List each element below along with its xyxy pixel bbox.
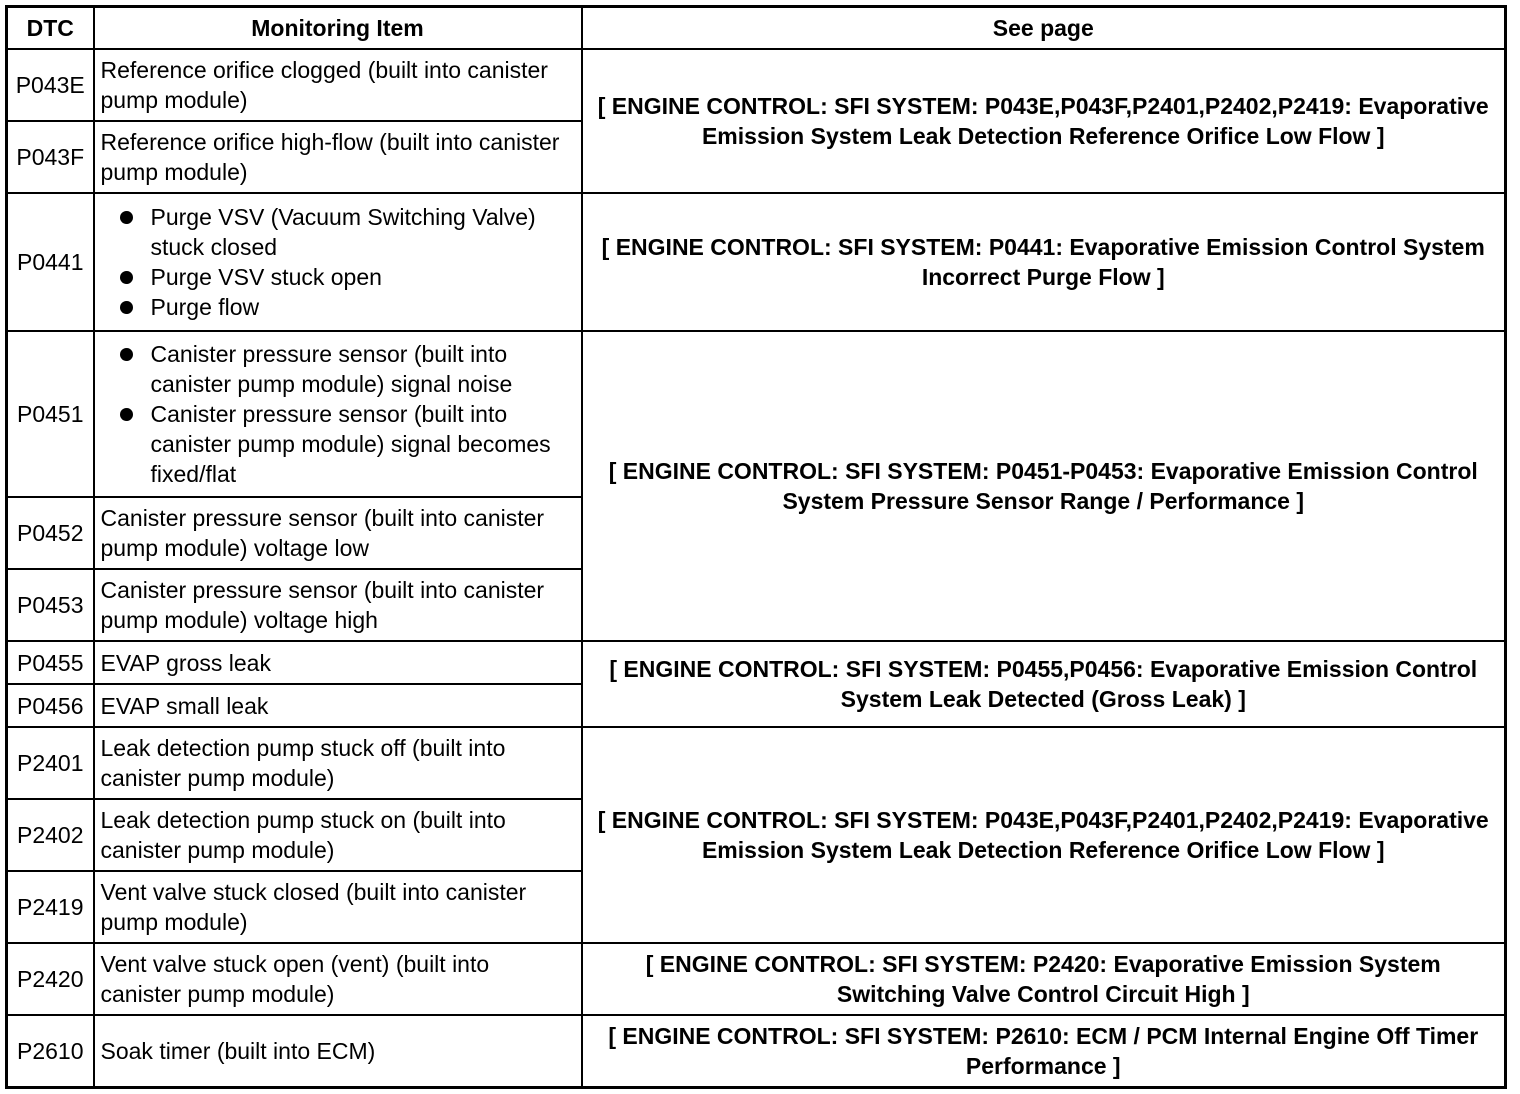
monitoring-item: Soak timer (built into ECM) (94, 1015, 582, 1087)
see-page-ref: [ ENGINE CONTROL: SFI SYSTEM: P043E,P043F,P2401,P2402,P2419: Evaporative Emission System Leak Detection Reference Orifice Low Flow ] (582, 49, 1506, 193)
table-row (7, 1015, 1506, 1087)
see-page-ref: [ ENGINE CONTROL: SFI SYSTEM: P043E,P043F,P2401,P2402,P2419: Evaporative Emission System Leak Detection Reference Orifice Low Flow ] (582, 727, 1506, 943)
table-row (7, 49, 1506, 121)
bullet-item: Canister pressure sensor (built into canister pump module) signal becomes fixed/flat (101, 399, 575, 489)
bullet-list (101, 202, 575, 322)
monitoring-item: Vent valve stuck closed (built into canister pump module) (94, 871, 582, 943)
bullet-item: Purge VSV stuck open (101, 262, 575, 292)
dtc-code: P0441 (7, 193, 94, 331)
dtc-code: P2420 (7, 943, 94, 1015)
table-row (7, 943, 1506, 1015)
see-page-ref: [ ENGINE CONTROL: SFI SYSTEM: P2610: ECM / PCM Internal Engine Off Timer Performance ] (582, 1015, 1506, 1087)
header-row (7, 7, 1506, 50)
dtc-code: P0456 (7, 684, 94, 727)
bullet-list (101, 339, 575, 489)
table-row (7, 727, 1506, 799)
monitoring-item: EVAP gross leak (94, 641, 582, 684)
monitoring-item: Reference orifice clogged (built into canister pump module) (94, 49, 582, 121)
monitoring-item: Reference orifice high-flow (built into canister pump module) (94, 121, 582, 193)
bullet-item: Purge flow (101, 292, 575, 322)
table-row (7, 331, 1506, 497)
dtc-code: P2419 (7, 871, 94, 943)
header-see-page: See page (582, 7, 1506, 50)
table-row (7, 193, 1506, 331)
monitoring-item (94, 193, 582, 331)
dtc-code: P043E (7, 49, 94, 121)
bullet-item: Purge VSV (Vacuum Switching Valve) stuck closed (101, 202, 575, 262)
see-page-ref: [ ENGINE CONTROL: SFI SYSTEM: P0451-P0453: Evaporative Emission Control System Pressure Sensor Range / Performance ] (582, 331, 1506, 641)
dtc-code: P0452 (7, 497, 94, 569)
dtc-code: P2402 (7, 799, 94, 871)
dtc-code: P0451 (7, 331, 94, 497)
monitoring-item: Leak detection pump stuck on (built into canister pump module) (94, 799, 582, 871)
monitoring-item: Canister pressure sensor (built into canister pump module) voltage low (94, 497, 582, 569)
header-dtc: DTC (7, 7, 94, 50)
see-page-ref: [ ENGINE CONTROL: SFI SYSTEM: P2420: Evaporative Emission System Switching Valve Control Circuit High ] (582, 943, 1506, 1015)
monitoring-item: Vent valve stuck open (vent) (built into canister pump module) (94, 943, 582, 1015)
monitoring-item (94, 331, 582, 497)
dtc-code: P043F (7, 121, 94, 193)
header-monitoring-item: Monitoring Item (94, 7, 582, 50)
dtc-code: P0453 (7, 569, 94, 641)
monitoring-item: Leak detection pump stuck off (built into canister pump module) (94, 727, 582, 799)
see-page-ref: [ ENGINE CONTROL: SFI SYSTEM: P0455,P0456: Evaporative Emission Control System Leak Detected (Gross Leak) ] (582, 641, 1506, 727)
dtc-code: P2401 (7, 727, 94, 799)
dtc-code: P0455 (7, 641, 94, 684)
table-row (7, 641, 1506, 684)
see-page-ref: [ ENGINE CONTROL: SFI SYSTEM: P0441: Evaporative Emission Control System Incorrect Purge Flow ] (582, 193, 1506, 331)
monitoring-item: EVAP small leak (94, 684, 582, 727)
dtc-code: P2610 (7, 1015, 94, 1087)
monitoring-item: Canister pressure sensor (built into canister pump module) voltage high (94, 569, 582, 641)
bullet-item: Canister pressure sensor (built into canister pump module) signal noise (101, 339, 575, 399)
dtc-table (5, 5, 1507, 1089)
